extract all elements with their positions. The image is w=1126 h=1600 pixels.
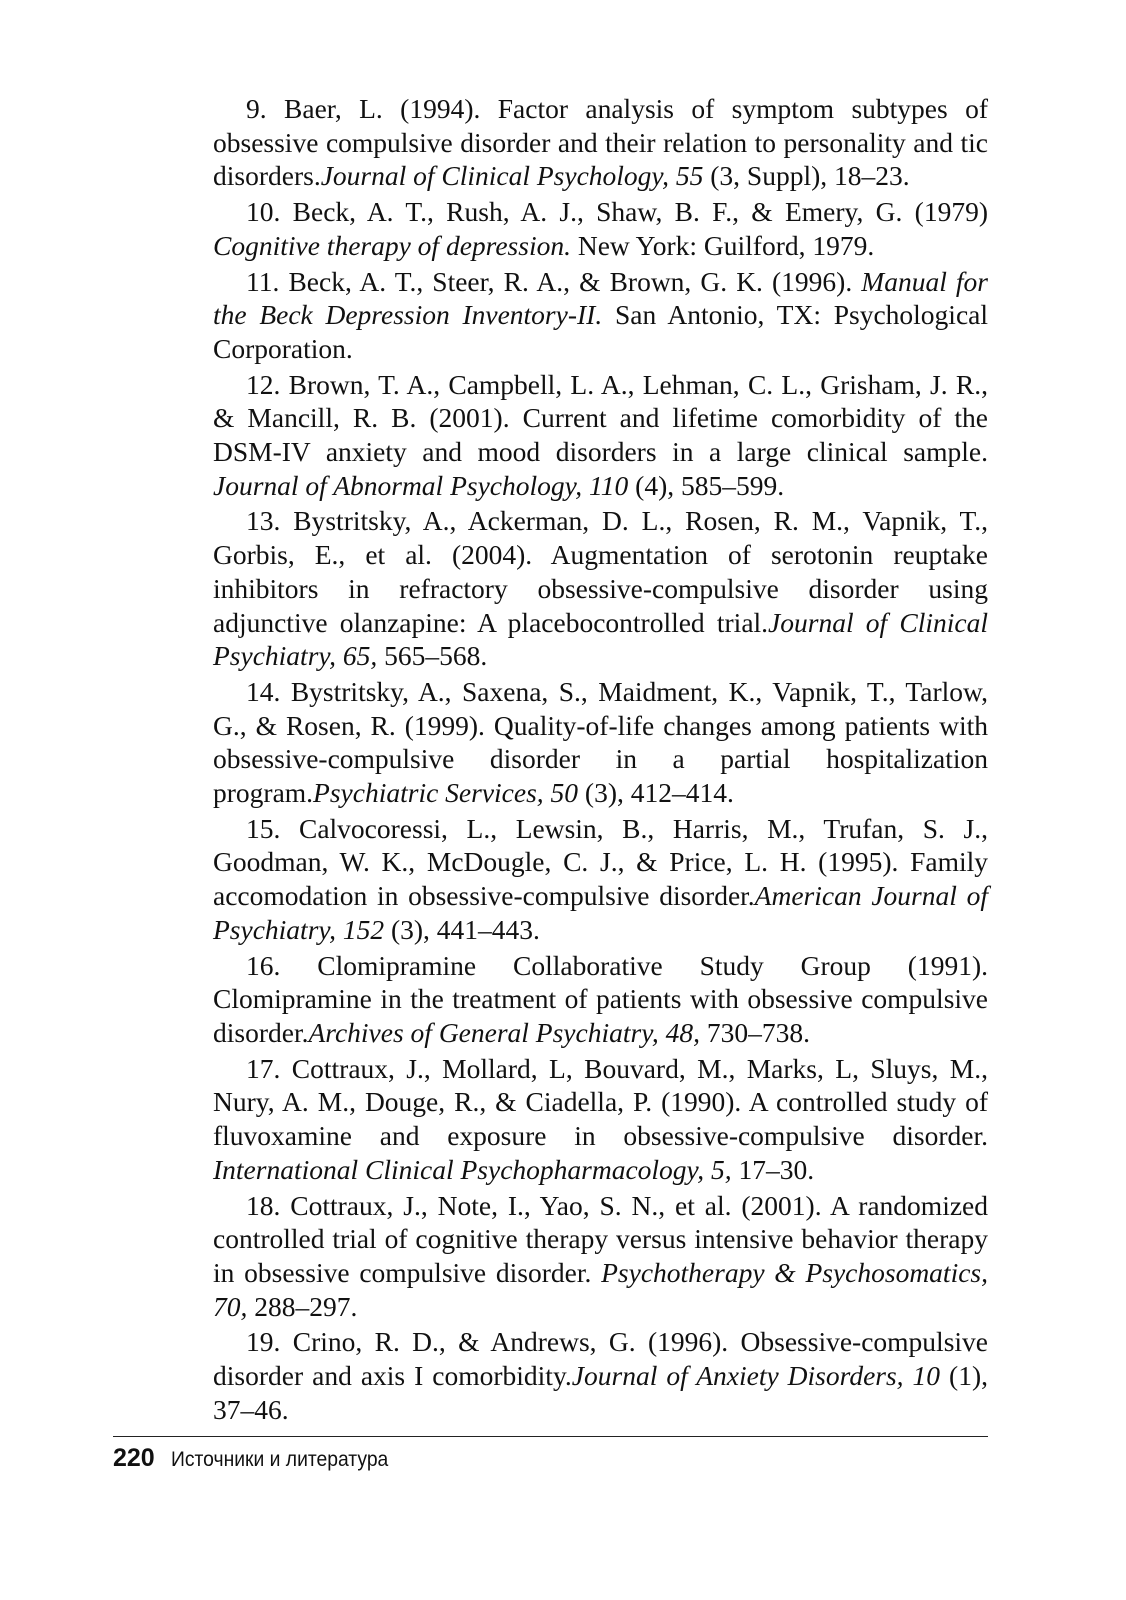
- reference-details: San Antonio, TX: Psychological Corporation.: [213, 299, 988, 364]
- reference-item: [213, 92, 988, 193]
- reference-source: American Journal of Psychiatry, 152: [213, 880, 988, 945]
- reference-source: Journal of Anxiety Disorders, 10: [571, 1360, 941, 1392]
- reference-item: [213, 1052, 988, 1187]
- running-head: Источники и литература: [170, 1448, 389, 1471]
- reference-details: (3), 412–414.: [578, 777, 734, 809]
- reference-number: 9.: [246, 93, 267, 124]
- footer-rule: [113, 1436, 988, 1437]
- reference-number: 15.: [246, 812, 281, 844]
- reference-text: Beck, A. T., Steer, R. A., & Brown, G. K. (1996).: [279, 265, 862, 297]
- reference-source: Manual for the Beck Depression Inventory-II.: [213, 265, 988, 331]
- reference-source: Archives of General Psychiatry, 48,: [308, 1016, 701, 1048]
- reference-details: 730–738.: [700, 1016, 811, 1048]
- reference-number: 19.: [246, 1326, 281, 1358]
- reference-number: 10.: [246, 196, 281, 228]
- reference-source: Journal of Clinical Psychology, 55: [320, 160, 704, 192]
- reference-text: Beck, A. T., Rush, A. J., Shaw, B. F., & Emery, G. (1979): [280, 196, 988, 228]
- reference-text: Clomipramine Collaborative Study Group (1991). Clomipramine in the treatment of patients with obsessive compulsive disorder.: [213, 949, 988, 1048]
- reference-source: International Clinical Psychopharmacology, 5,: [213, 1153, 732, 1185]
- reference-number: 13.: [246, 505, 281, 537]
- reference-item: [213, 195, 988, 262]
- reference-details: (4), 585–599.: [628, 469, 785, 501]
- reference-details: (3, Suppl), 18–23.: [703, 160, 910, 192]
- reference-number: 16.: [246, 949, 281, 981]
- reference-source: Journal of Clinical Psychiatry, 65,: [213, 606, 988, 672]
- reference-item: [213, 265, 988, 366]
- reference-source: Journal of Abnormal Psychology, 110: [213, 469, 629, 501]
- reference-source: Psychiatric Services, 50: [313, 777, 579, 809]
- page-footer: [113, 1444, 407, 1473]
- reference-text: Bystritsky, A., Ackerman, D. L., Rosen, R. M., Vapnik, T., Gorbis, E., et al. (2004). Augmentation of serotonin reuptake inhibitors in refractory obsessive-compulsive disorder using adjunctive olanzapine: A placebocontrolled trial.: [213, 505, 988, 638]
- reference-details: (3), 441–443.: [384, 913, 540, 945]
- reference-text: Bystritsky, A., Saxena, S., Maidment, K., Vapnik, T., Tarlow, G., & Rosen, R. (1999). Quality-of-life changes among patients with obsessive-compulsive disorder in a partial hospitalization program.: [213, 675, 988, 809]
- reference-details: 288–297.: [247, 1290, 358, 1322]
- reference-text: Cottraux, J., Mollard, L, Bouvard, M., Marks, L, Sluys, M., Nury, A. M., Douge, R., & Ciadella, P. (1990). A controlled study of fluvoxamine and exposure in obsessive-compulsive disorder.: [213, 1052, 988, 1152]
- reference-details: 565–568.: [377, 640, 488, 672]
- reference-text: Brown, T. A., Campbell, L. A., Lehman, C. L., Grisham, J. R., & Mancill, R. B. (2001). Current and lifetime comorbidity of the DSM-IV anxiety and mood disorders in a large clinical sample.: [213, 368, 988, 468]
- reference-source: Psychotherapy & Psychosomatics, 70,: [213, 1256, 988, 1322]
- reference-list: [213, 92, 988, 1428]
- reference-number: 17.: [246, 1052, 281, 1084]
- reference-item: [213, 949, 988, 1050]
- reference-details: New York: Guilford, 1979.: [570, 229, 875, 261]
- reference-number: 14.: [246, 675, 281, 707]
- reference-text: Calvocoressi, L., Lewsin, B., Harris, M., Trufan, S. J., Goodman, W. K., McDougle, C. J., & Price, L. H. (1995). Family accomodation in obsessive-compulsive disorder.: [213, 812, 988, 912]
- reference-source: Cognitive therapy of depression.: [213, 229, 571, 261]
- reference-details: 17–30.: [731, 1153, 815, 1185]
- reference-details: (1), 37–46.: [213, 1360, 988, 1425]
- reference-item: [213, 1325, 988, 1426]
- reference-item: [213, 1189, 988, 1324]
- reference-number: 12.: [246, 368, 281, 400]
- reference-item: [213, 504, 988, 673]
- reference-text: Cottraux, J., Note, I., Yao, S. N., et al. (2001). A randomized controlled trial of cognitive therapy versus intensive behavior therapy in obsessive compulsive disorder.: [213, 1189, 988, 1288]
- page-number: 220: [113, 1444, 155, 1472]
- reference-item: [213, 675, 988, 810]
- reference-item: [213, 368, 988, 503]
- reference-number: 11.: [246, 265, 280, 297]
- reference-number: 18.: [246, 1189, 281, 1221]
- reference-text: Baer, L. (1994). Factor analysis of symptom subtypes of obsessive compulsive disorder and their relation to personality and tic disorders.: [213, 93, 988, 192]
- reference-item: [213, 812, 988, 947]
- reference-text: Crino, R. D., & Andrews, G. (1996). Obsessive-compulsive disorder and axis I comorbidity.: [213, 1326, 988, 1392]
